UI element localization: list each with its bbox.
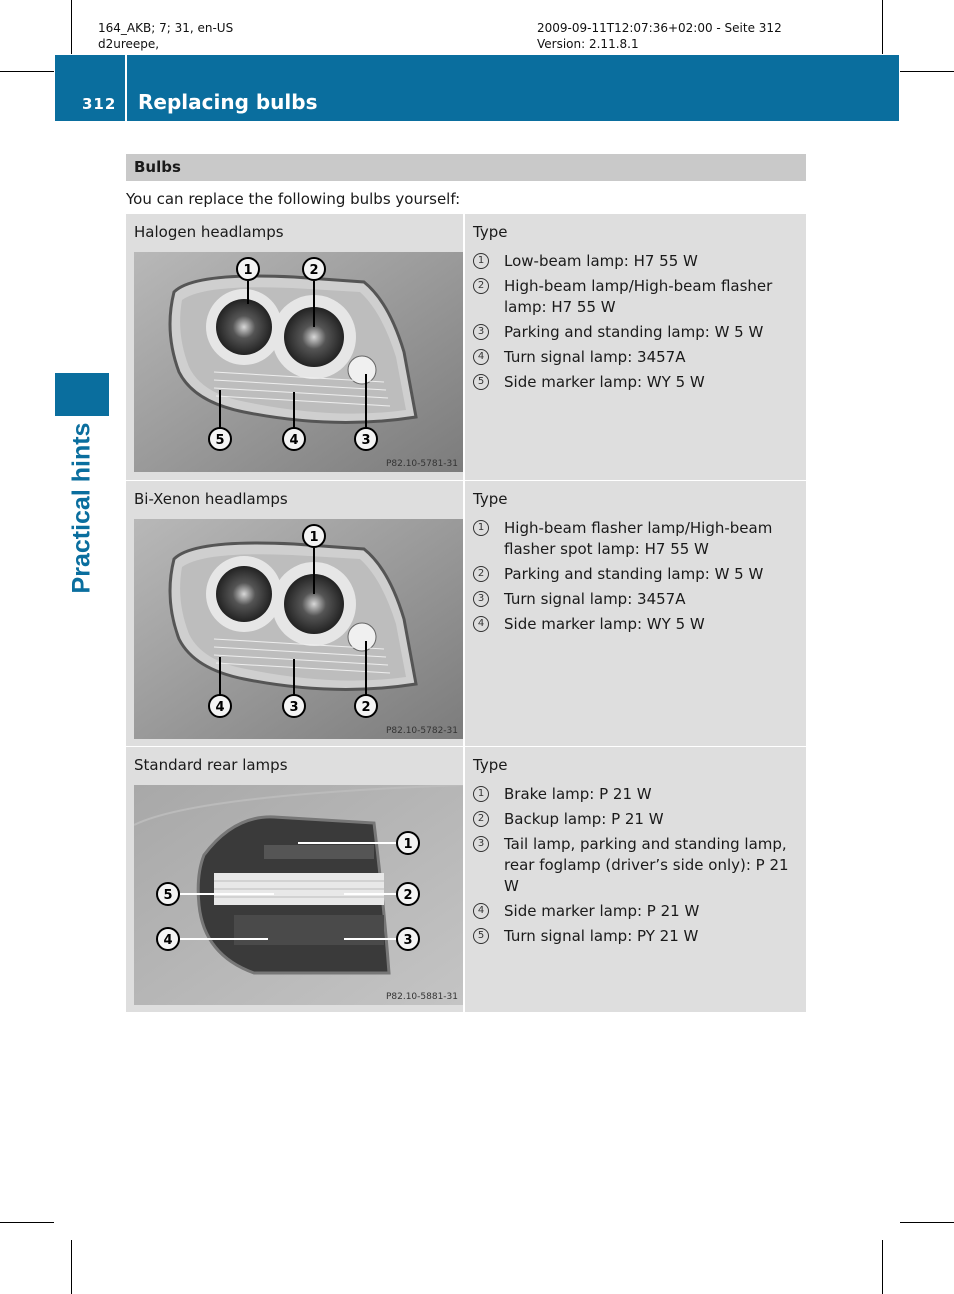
list-item bbox=[473, 251, 803, 272]
bi-xenon-headlamp-photo bbox=[134, 519, 463, 739]
list-item bbox=[473, 901, 803, 922]
svg-text:3: 3 bbox=[361, 433, 371, 448]
callout-number: 3 bbox=[473, 591, 489, 607]
meta-line: Version: 2.11.8.1 bbox=[537, 37, 639, 51]
list-item bbox=[473, 614, 803, 635]
bulb-type-list bbox=[473, 518, 803, 639]
header-divider bbox=[125, 55, 127, 121]
type-cell bbox=[465, 214, 806, 480]
svg-text:5: 5 bbox=[215, 433, 225, 448]
table-row bbox=[126, 746, 806, 1012]
meta-line: 2009-09-11T12:07:36+02:00 - Seite 312 bbox=[537, 21, 782, 35]
bulb-type: High-beam lamp/High-beam flasher lamp: H7 55 W bbox=[504, 277, 773, 316]
list-item bbox=[473, 347, 803, 368]
crop-mark bbox=[71, 1240, 72, 1294]
bulb-type: Side marker lamp: P 21 W bbox=[504, 902, 700, 920]
lamp-cell bbox=[126, 214, 465, 480]
callout-number: 4 bbox=[473, 903, 489, 919]
meta-line: 164_AKB; 7; 31, en-US bbox=[98, 21, 234, 35]
crop-mark bbox=[0, 1222, 54, 1223]
lamp-name: Halogen headlamps bbox=[134, 223, 284, 241]
crop-mark bbox=[71, 0, 72, 54]
bulb-type: Turn signal lamp: 3457A bbox=[504, 348, 686, 366]
svg-text:1: 1 bbox=[403, 837, 413, 852]
bulb-type: Parking and standing lamp: W 5 W bbox=[504, 323, 764, 341]
print-meta-right bbox=[537, 20, 782, 52]
callout-number: 3 bbox=[473, 836, 489, 852]
list-item bbox=[473, 564, 803, 585]
lamp-cell bbox=[126, 481, 465, 746]
callout-number: 2 bbox=[473, 566, 489, 582]
intro-text: You can replace the following bulbs yourself: bbox=[126, 190, 461, 208]
table-row bbox=[126, 480, 806, 746]
svg-text:3: 3 bbox=[403, 933, 413, 948]
list-item bbox=[473, 276, 803, 318]
section-title: Bulbs bbox=[134, 158, 181, 176]
bulb-type: Turn signal lamp: 3457A bbox=[504, 590, 686, 608]
svg-text:2: 2 bbox=[361, 700, 371, 715]
list-item bbox=[473, 372, 803, 393]
svg-text:4: 4 bbox=[215, 700, 225, 715]
svg-text:1: 1 bbox=[243, 263, 253, 278]
svg-text:2: 2 bbox=[309, 263, 319, 278]
crop-mark bbox=[900, 1222, 954, 1223]
list-item bbox=[473, 809, 803, 830]
lamp-name: Bi-Xenon headlamps bbox=[134, 490, 288, 508]
bulb-type: Backup lamp: P 21 W bbox=[504, 810, 664, 828]
svg-text:4: 4 bbox=[163, 933, 173, 948]
bulb-type: High-beam flasher lamp/High-beam flasher spot lamp: H7 55 W bbox=[504, 519, 773, 558]
type-label: Type bbox=[473, 490, 508, 508]
bulb-type: Brake lamp: P 21 W bbox=[504, 785, 652, 803]
callout-number: 4 bbox=[473, 616, 489, 632]
crop-mark bbox=[900, 71, 954, 72]
list-item bbox=[473, 784, 803, 805]
bulb-type: Tail lamp, parking and standing lamp, rear foglamp (driver’s side only): P 21 W bbox=[504, 835, 789, 895]
svg-text:3: 3 bbox=[289, 700, 299, 715]
list-item bbox=[473, 926, 803, 947]
bulb-type-list bbox=[473, 251, 803, 397]
type-cell bbox=[465, 481, 806, 746]
callout-number: 3 bbox=[473, 324, 489, 340]
print-meta-left bbox=[98, 20, 233, 52]
bulb-type: Turn signal lamp: PY 21 W bbox=[504, 927, 699, 945]
rear-lamp-photo bbox=[134, 785, 463, 1005]
callout-number: 5 bbox=[473, 928, 489, 944]
callout-number: 1 bbox=[473, 786, 489, 802]
callout-number: 4 bbox=[473, 349, 489, 365]
svg-text:4: 4 bbox=[289, 433, 299, 448]
bulb-table bbox=[126, 214, 806, 1012]
callout-number: 5 bbox=[473, 374, 489, 390]
image-code: P82.10-5781-31 bbox=[385, 459, 458, 469]
image-code: P82.10-5881-31 bbox=[385, 992, 458, 1002]
callout-number: 1 bbox=[473, 253, 489, 269]
image-code: P82.10-5782-31 bbox=[385, 726, 458, 736]
bulb-type-list bbox=[473, 784, 803, 951]
type-cell bbox=[465, 747, 806, 1012]
type-label: Type bbox=[473, 756, 508, 774]
list-item bbox=[473, 589, 803, 610]
table-row bbox=[126, 214, 806, 480]
callout-number: 2 bbox=[473, 811, 489, 827]
svg-text:5: 5 bbox=[163, 888, 173, 903]
list-item bbox=[473, 322, 803, 343]
callout-number: 2 bbox=[473, 278, 489, 294]
side-tab-marker bbox=[55, 373, 109, 416]
page-number: 312 bbox=[82, 95, 117, 113]
bulb-type: Side marker lamp: WY 5 W bbox=[504, 615, 705, 633]
crop-mark bbox=[882, 0, 883, 54]
type-label: Type bbox=[473, 223, 508, 241]
list-item bbox=[473, 518, 803, 560]
crop-mark bbox=[882, 1240, 883, 1294]
bulb-type: Parking and standing lamp: W 5 W bbox=[504, 565, 764, 583]
section-heading-bar bbox=[126, 154, 806, 181]
bulb-type: Side marker lamp: WY 5 W bbox=[504, 373, 705, 391]
meta-line: d2ureepe, bbox=[98, 37, 160, 51]
list-item bbox=[473, 834, 803, 897]
svg-text:2: 2 bbox=[403, 888, 413, 903]
bulb-type: Low-beam lamp: H7 55 W bbox=[504, 252, 698, 270]
chapter-title: Replacing bulbs bbox=[138, 90, 318, 114]
crop-mark bbox=[0, 71, 54, 72]
svg-text:1: 1 bbox=[309, 530, 319, 545]
halogen-headlamp-photo bbox=[134, 252, 463, 472]
side-tab-label: Practical hints bbox=[67, 422, 96, 594]
callout-number: 1 bbox=[473, 520, 489, 536]
lamp-name: Standard rear lamps bbox=[134, 756, 288, 774]
lamp-cell bbox=[126, 747, 465, 1012]
